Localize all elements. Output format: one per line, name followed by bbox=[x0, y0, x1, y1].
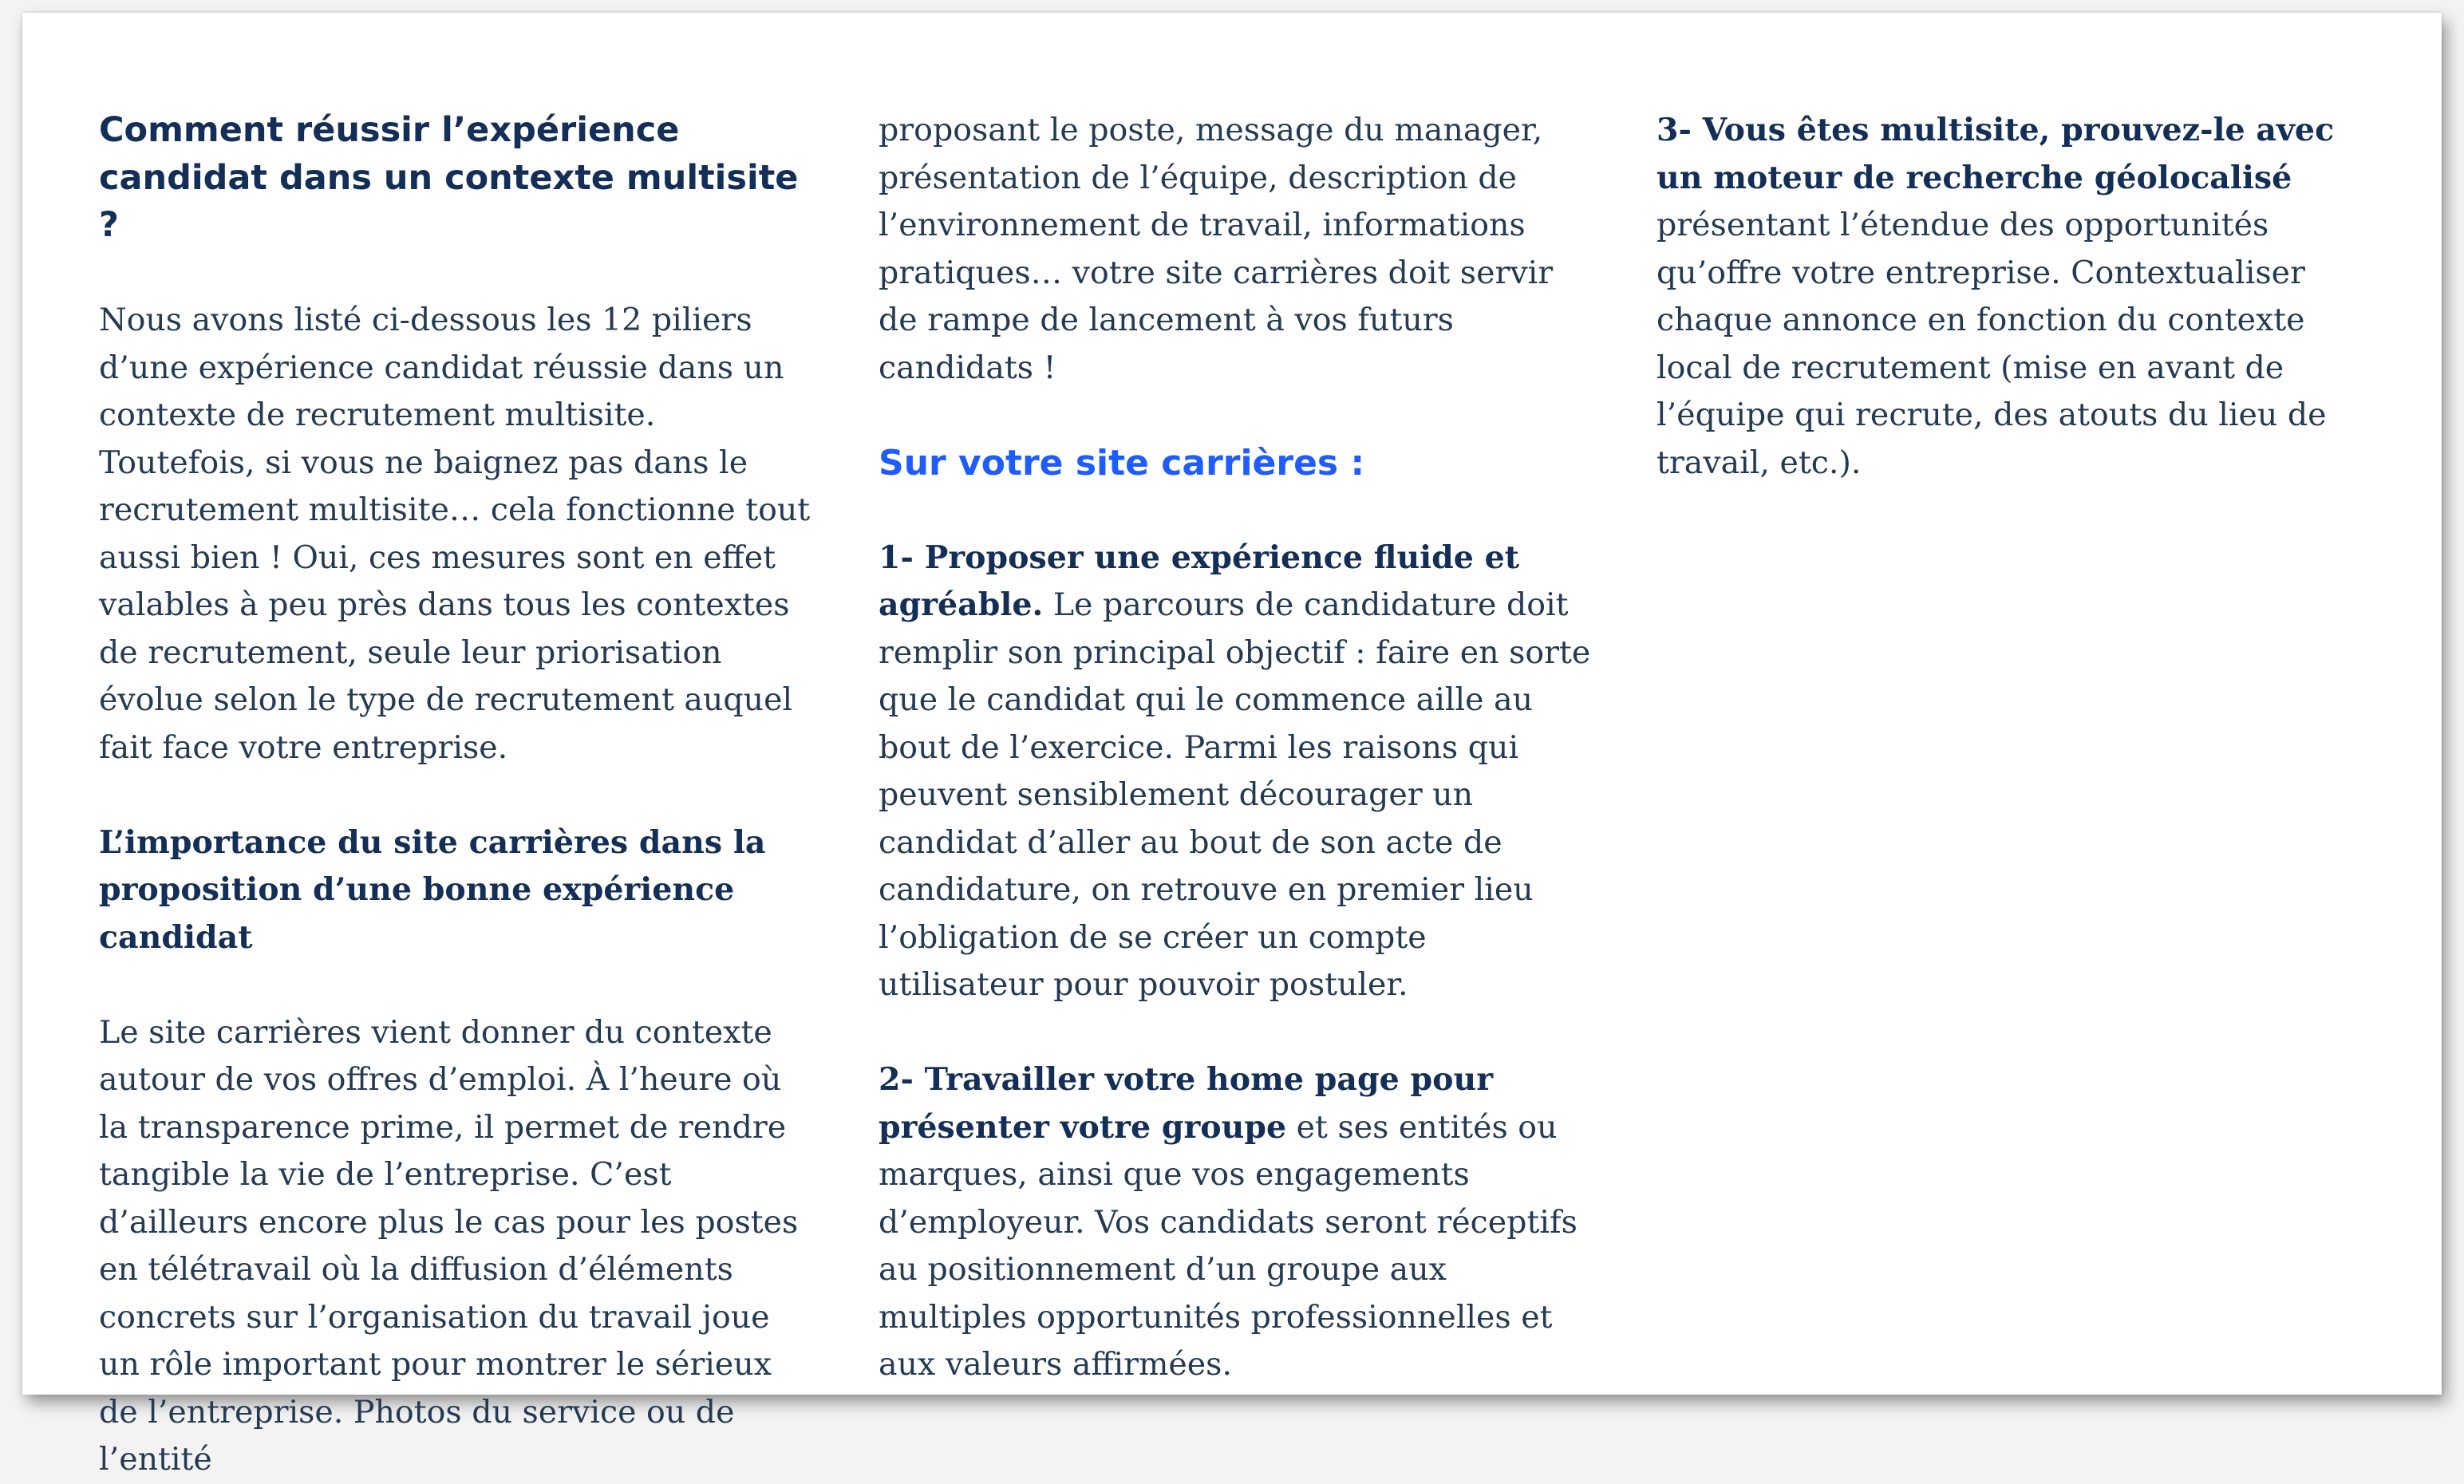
point-3-title: 3- Vous êtes multisite, prouvez-le avec un moteur de recherche géolocalisé bbox=[1656, 112, 2335, 196]
continuation-paragraph: proposant le poste, message du manager, présentation de l’équipe, description de l’environnement de travail, informations pratiques… votre site carrières doit servir de rampe de lancement à vos futurs candidats ! bbox=[879, 112, 1554, 386]
point-2-title: 2- Travailler votre home page pour présenter votre groupe bbox=[879, 1061, 1493, 1146]
body-paragraph: Le site carrières vient donner du contexte autour de vos offres d’emploi. À l’heure où la transparence prime, il permet de rendre tangible la vie de l’entreprise. C’est d’ailleurs encore plus le cas pour les postes en télétravail où la diffusion d’éléments concrets sur l’organisation du travail joue un rôle important pour montrer le sérieux de l’entreprise. Photos du service ou de l’entité bbox=[99, 1013, 799, 1478]
intro-paragraph: Nous avons listé ci-dessous les 12 piliers d’une expérience candidat réussie dans un contexte de recrutement multisite. Toutefois, si vous ne baignez pas dans le recrutement multisite… cela fonctionne tout aussi bien ! Oui, ces mesures sont en effet valables à peu près dans tous les contextes de recrutement, seule leur priorisation évolue selon le type de recrutement auquel fait face votre entreprise. bbox=[99, 302, 811, 766]
section-subheading: L’importance du site carrières dans la proposition d’une bonne expérience candidat bbox=[99, 823, 766, 956]
point-1-paragraph bbox=[879, 535, 1597, 1009]
point-3-paragraph bbox=[1656, 107, 2375, 487]
article-column-2 bbox=[879, 107, 1597, 1389]
careers-site-title: Sur votre site carrières : bbox=[879, 442, 1365, 483]
point-3-text: présentant l’étendue des opportunités qu’offre votre entreprise. Contextualiser chaque annonce en fonction du contexte local de recrutement (mise en avant de l’équipe qui recrute, des atouts du lieu de travail, etc.). bbox=[1656, 207, 2327, 481]
point-1-text: Le parcours de candidature doit remplir son principal objectif : faire en sorte que le candidat qui le commence aille au bout de l’exercice. Parmi les raisons qui peuvent sensiblement décourager un candidat d’aller au bout de son acte de candidature, on retrouve en premier lieu l’obligation de se créer un compte utilisateur pour pouvoir postuler. bbox=[879, 586, 1591, 1003]
point-1-title: 1- Proposer une expérience fluide et agréable. bbox=[879, 539, 1520, 623]
point-2-paragraph bbox=[879, 1056, 1597, 1389]
point-2-text: et ses entités ou marques, ainsi que vos engagements d’employeur. Vos candidats seront réceptifs au positionnement d’un groupe aux multiples opportunités professionnelles et aux valeurs affirmées. bbox=[879, 1108, 1578, 1383]
article-column-3 bbox=[1656, 107, 2375, 487]
article-column-1 bbox=[99, 107, 817, 1484]
article-heading: Comment réussir l’expérience candidat dans un contexte multisite ? bbox=[99, 110, 799, 245]
article-card bbox=[22, 13, 2442, 1478]
